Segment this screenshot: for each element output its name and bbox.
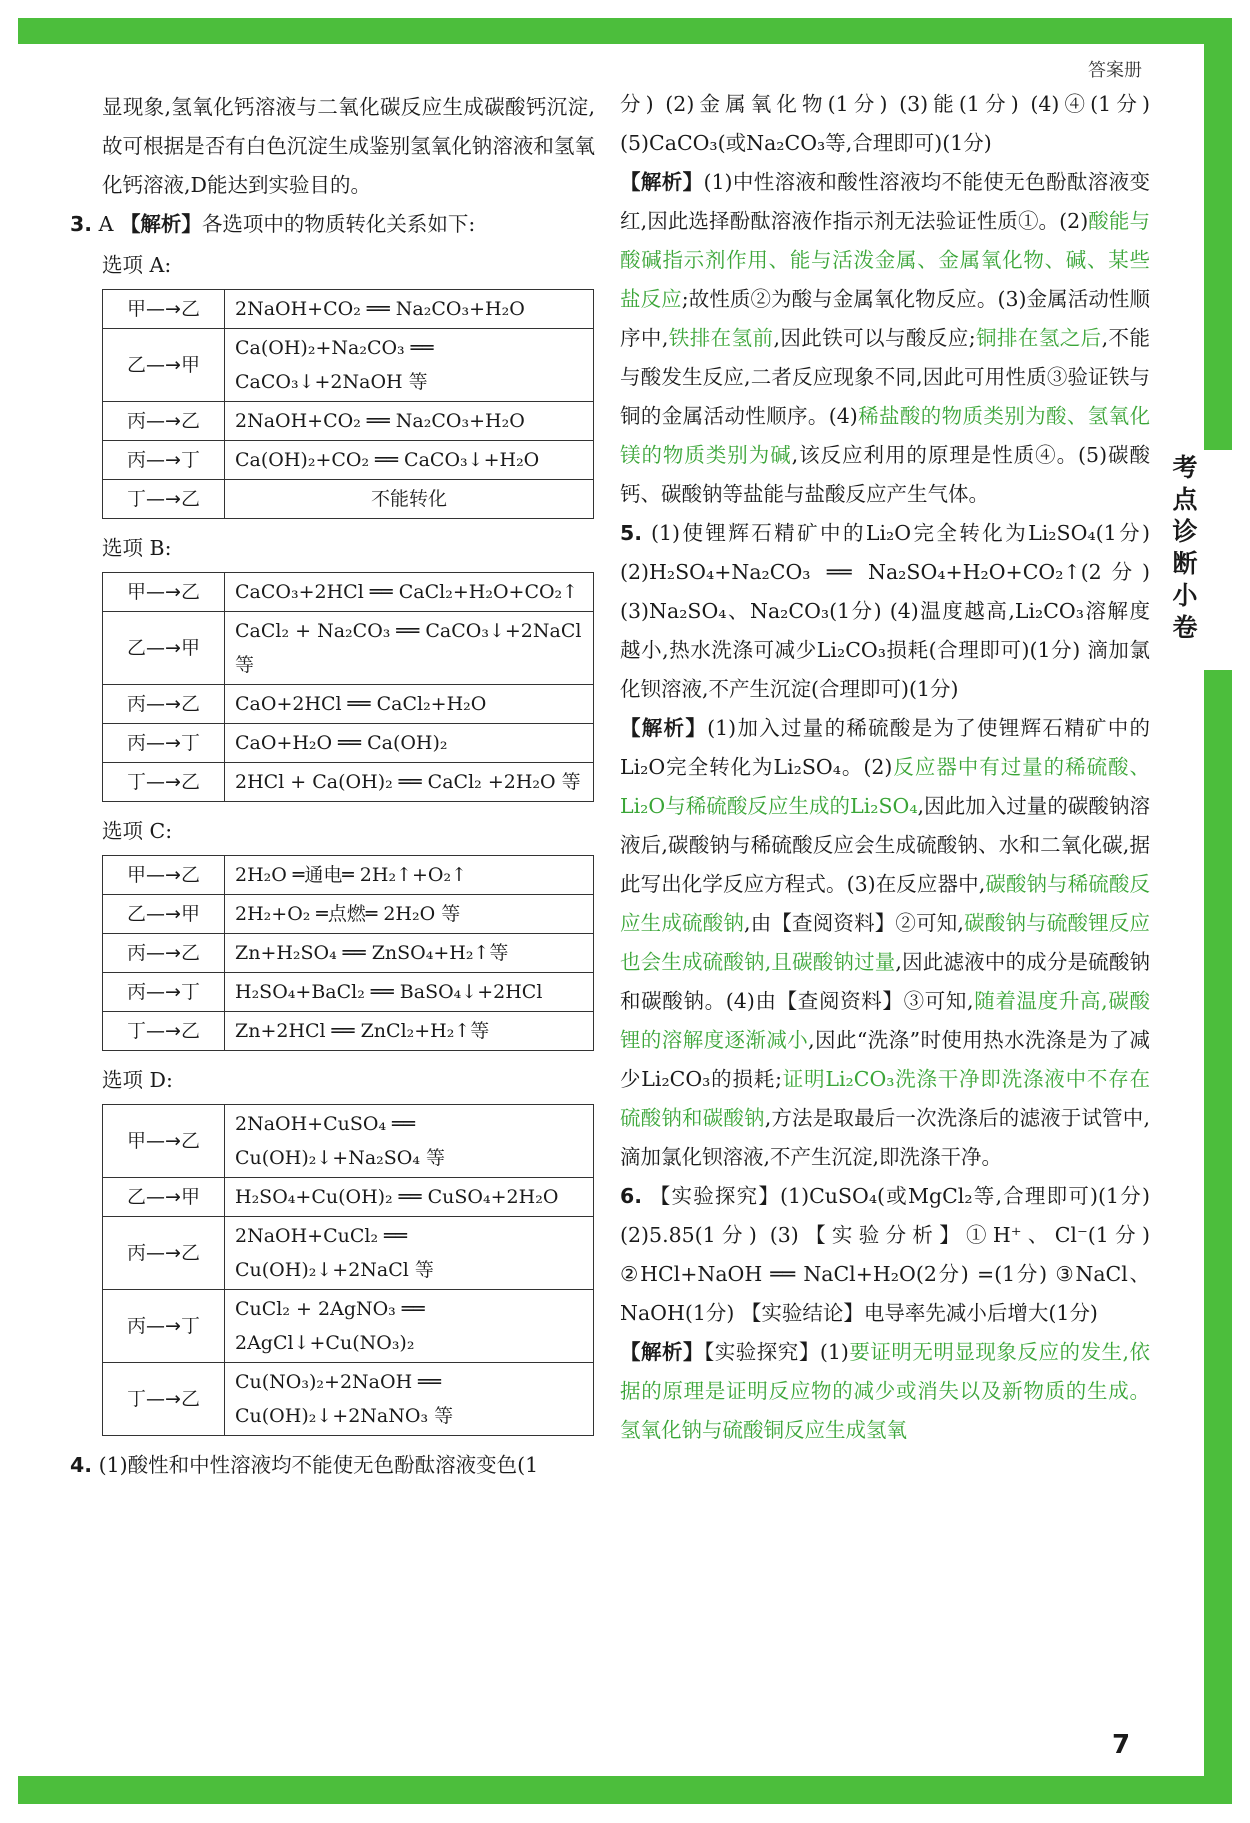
reaction-equation: 2HCl + Ca(OH)₂ ══ CaCl₂ +2H₂O 等 — [225, 763, 594, 802]
highlighted-text: 稀盐酸的物质类别为酸、氢氧化镁的物质类别为碱 — [620, 404, 1151, 467]
left-column — [70, 88, 595, 1485]
analysis-text: 【实验探究】(1) — [704, 1340, 849, 1364]
option-label: 选项 D: — [102, 1068, 173, 1092]
header-label: 答案册 — [1088, 60, 1142, 81]
reaction-equation: Ca(OH)₂+Na₂CO₃ ══ CaCO₃↓+2NaOH 等 — [225, 329, 594, 402]
highlighted-text: 酸能与酸碱指示剂作用、能与活泼金属、金属氧化物、碱、某些盐反应 — [620, 209, 1150, 311]
analysis-tag: 【解析】 — [620, 170, 704, 194]
q6-analysis — [620, 1333, 1150, 1450]
analysis-tag: 【解析】 — [620, 1340, 705, 1364]
highlighted-text: 碳酸钠与硫酸锂反应也会生成硫酸钠,且碳酸钠过量 — [620, 911, 1150, 974]
analysis-text: ,因此滤液中的成分是硫酸钠和碳酸钠。(4)由【查阅资料】③可知, — [620, 950, 1150, 1013]
top-green-bar — [18, 18, 1232, 44]
option-label: 选项 B: — [102, 536, 172, 560]
table-row — [103, 573, 594, 612]
q6-number: 6. — [620, 1184, 643, 1208]
q4-analysis — [620, 163, 1150, 514]
reaction-equation: H₂SO₄+Cu(OH)₂ ══ CuSO₄+2H₂O — [225, 1178, 594, 1217]
table-row — [103, 973, 594, 1012]
q3-analysis-tag: 【解析】 — [119, 212, 202, 236]
conversion-path: 丙—→乙 — [103, 685, 225, 724]
option-label: 选项 A: — [102, 253, 172, 277]
reaction-equation: CaCl₂ + Na₂CO₃ ══ CaCO₃↓+2NaCl 等 — [225, 612, 594, 685]
q4-number: 4. — [70, 1453, 93, 1477]
conversion-path: 丙—→乙 — [103, 402, 225, 441]
q4-start-text: (1)酸性和中性溶液均不能使无色酚酞溶液变色(1 — [98, 1453, 539, 1477]
reaction-equation: Zn+H₂SO₄ ══ ZnSO₄+H₂↑等 — [225, 934, 594, 973]
highlighted-text: 要证明无明显现象反应的发生,依据的原理是证明反应物的减少或消失以及新物质的生成。氢氧化钠与硫酸铜反应生成氢氧 — [620, 1340, 1151, 1442]
table-row — [103, 480, 594, 519]
highlighted-text: 证明Li₂CO₃洗涤干净即洗涤液中不存在硫酸钠和碳酸钠 — [620, 1067, 1150, 1130]
conversion-path: 丁—→乙 — [103, 763, 225, 802]
reaction-equation: 2NaOH+CuCl₂ ══ Cu(OH)₂↓+2NaCl 等 — [225, 1217, 594, 1290]
q5-number: 5. — [620, 521, 643, 545]
q4-continuation: 分) (2)金属氧化物(1分) (3)能(1分) (4)④(1分) (5)CaCO₃(或Na₂CO₃等,合理即可)(1分) — [620, 92, 1150, 155]
right-green-bar-lower — [1204, 670, 1232, 1804]
highlighted-text: 随着温度升高,碳酸锂的溶解度逐渐减小 — [620, 989, 1150, 1052]
conversion-path: 甲—→乙 — [103, 573, 225, 612]
conversion-path: 甲—→乙 — [103, 1105, 225, 1178]
analysis-text: ,因此铁可以与酸反应; — [773, 326, 976, 350]
analysis-text: (1)加入过量的稀硫酸是为了使锂辉石精矿中的Li₂O完全转化为Li₂SO₄。(2) — [620, 716, 1150, 779]
table-row — [103, 724, 594, 763]
page-number: 7 — [1112, 1730, 1131, 1760]
conversion-path: 乙—→甲 — [103, 612, 225, 685]
q3-answer: A — [98, 212, 114, 236]
table-row — [103, 1105, 594, 1178]
table-row — [103, 1290, 594, 1363]
analysis-text: ,因此加入过量的碳酸钠溶液后,碳酸钠与稀硫酸反应会生成硫酸钠、水和二氧化碳,据此写出化学反应方程式。(3)在反应器中, — [620, 794, 1150, 896]
conversion-path: 甲—→乙 — [103, 856, 225, 895]
analysis-text: ;故性质②为酸与金属氧化物反应。(3)金属活动性顺序中, — [620, 287, 1150, 350]
highlighted-text: 碳酸钠与稀硫酸反应生成硫酸钠 — [620, 872, 1150, 935]
conversion-table — [102, 855, 594, 1051]
conversion-path: 丙—→丁 — [103, 973, 225, 1012]
table-row — [103, 329, 594, 402]
table-row — [103, 441, 594, 480]
conversion-path: 丙—→乙 — [103, 1217, 225, 1290]
bottom-green-bar — [18, 1776, 1232, 1804]
table-row — [103, 685, 594, 724]
reaction-equation: CaCO₃+2HCl ══ CaCl₂+H₂O+CO₂↑ — [225, 573, 594, 612]
conversion-path: 乙—→甲 — [103, 329, 225, 402]
table-row — [103, 290, 594, 329]
q4-start — [70, 1446, 595, 1485]
table-row — [103, 1178, 594, 1217]
highlighted-text: 铜排在氢之后 — [975, 326, 1102, 350]
table-row — [103, 402, 594, 441]
option-label: 选项 C: — [102, 819, 173, 843]
conversion-path: 丙—→乙 — [103, 934, 225, 973]
q3-text: 各选项中的物质转化关系如下: — [201, 212, 476, 236]
conversion-path: 甲—→乙 — [103, 290, 225, 329]
q5-analysis — [620, 709, 1150, 1177]
analysis-text: (1)中性溶液和酸性溶液均不能使无色酚酞溶液变红,因此选择酚酞溶液作指示剂无法验证性质①。(2) — [620, 170, 1150, 233]
q6-text: 【实验探究】(1)CuSO₄(或MgCl₂等,合理即可)(1分) (2)5.85(1分) (3)【实验分析】①H⁺、Cl⁻(1分) ②HCl+NaOH ══ NaCl+H₂O(2分) =(1分) ③NaCl、NaOH(1分) 【实验结论】电导率先减小后增大(1分) — [620, 1184, 1150, 1325]
reaction-equation: CuCl₂ + 2AgNO₃ ══ 2AgCl↓+Cu(NO₃)₂ — [225, 1290, 594, 1363]
analysis-text: ,不能与酸发生反应,二者反应现象不同,因此可用性质③验证铁与铜的金属活动性顺序。(4) — [620, 326, 1150, 428]
reaction-equation: CaO+2HCl ══ CaCl₂+H₂O — [225, 685, 594, 724]
table-row — [103, 763, 594, 802]
table-row — [103, 1217, 594, 1290]
reaction-equation: CaO+H₂O ══ Ca(OH)₂ — [225, 724, 594, 763]
analysis-tag: 【解析】 — [620, 716, 708, 740]
side-tab-label: 考点诊断小卷 — [1172, 453, 1198, 642]
q5-text: (1)使锂辉石精矿中的Li₂O完全转化为Li₂SO₄(1分) (2)H₂SO₄+Na₂CO₃ ══ Na₂SO₄+H₂O+CO₂↑(2分) (3)Na₂SO₄、Na₂CO₃(1分) (4)温度越高,Li₂CO₃溶解度越小,热水洗涤可减少Li₂CO₃损耗(合理即可)(1分) 滴加氯化钡溶液,不产生沉淀(合理即可)(1分) — [620, 521, 1150, 701]
conversion-path: 丙—→丁 — [103, 1290, 225, 1363]
conversion-path: 丁—→乙 — [103, 1363, 225, 1436]
right-green-bar-upper — [1204, 18, 1232, 458]
reaction-equation: Cu(NO₃)₂+2NaOH ══ Cu(OH)₂↓+2NaNO₃ 等 — [225, 1363, 594, 1436]
conversion-path: 丙—→丁 — [103, 724, 225, 763]
conversion-path: 丙—→丁 — [103, 441, 225, 480]
reaction-equation: 2H₂O ═通电═ 2H₂↑+O₂↑ — [225, 856, 594, 895]
table-row — [103, 895, 594, 934]
reaction-equation: 2H₂+O₂ ═点燃═ 2H₂O 等 — [225, 895, 594, 934]
conversion-path: 丁—→乙 — [103, 480, 225, 519]
analysis-text: ,因此“洗涤”时使用热水洗涤是为了减少Li₂CO₃的损耗; — [620, 1028, 1150, 1091]
conversion-path: 乙—→甲 — [103, 895, 225, 934]
reaction-equation: 2NaOH+CuSO₄ ══ Cu(OH)₂↓+Na₂SO₄ 等 — [225, 1105, 594, 1178]
highlighted-text: 铁排在氢前 — [668, 326, 774, 350]
table-row — [103, 612, 594, 685]
reaction-equation: H₂SO₄+BaCl₂ ══ BaSO₄↓+2HCl — [225, 973, 594, 1012]
conversion-table — [102, 572, 594, 802]
table-row — [103, 1012, 594, 1051]
analysis-text: ,该反应利用的原理是性质④。(5)碳酸钙、碳酸钠等盐能与盐酸反应产生气体。 — [620, 443, 1151, 506]
q5-answer — [620, 514, 1150, 709]
reaction-equation: 2NaOH+CO₂ ══ Na₂CO₃+H₂O — [225, 290, 594, 329]
intro-paragraph: 显现象,氢氧化钙溶液与二氧化碳反应生成碳酸钙沉淀,故可根据是否有白色沉淀生成鉴别氢氧化钠溶液和氢氧化钙溶液,D能达到实验目的。 — [102, 95, 595, 197]
right-column — [620, 85, 1150, 1450]
table-row — [103, 934, 594, 973]
reaction-equation: 2NaOH+CO₂ ══ Na₂CO₃+H₂O — [225, 402, 594, 441]
reaction-equation: 不能转化 — [225, 480, 594, 519]
conversion-table — [102, 289, 594, 519]
highlighted-text: 反应器中有过量的稀硫酸、Li₂O与稀硫酸反应生成的Li₂SO₄ — [620, 755, 1150, 818]
conversion-path: 丁—→乙 — [103, 1012, 225, 1051]
conversion-table — [102, 1104, 594, 1436]
q6-answer — [620, 1177, 1150, 1333]
q3-options — [70, 246, 595, 1436]
table-row — [103, 1363, 594, 1436]
conversion-path: 乙—→甲 — [103, 1178, 225, 1217]
table-row — [103, 856, 594, 895]
reaction-equation: Zn+2HCl ══ ZnCl₂+H₂↑等 — [225, 1012, 594, 1051]
q3-number: 3. — [70, 212, 93, 236]
analysis-text: ,方法是取最后一次洗涤后的滤液于试管中,滴加氯化钡溶液,不产生沉淀,即洗涤干净。 — [620, 1106, 1150, 1169]
reaction-equation: Ca(OH)₂+CO₂ ══ CaCO₃↓+H₂O — [225, 441, 594, 480]
q3-heading — [70, 205, 595, 244]
analysis-text: ,由【查阅资料】②可知, — [744, 911, 964, 935]
